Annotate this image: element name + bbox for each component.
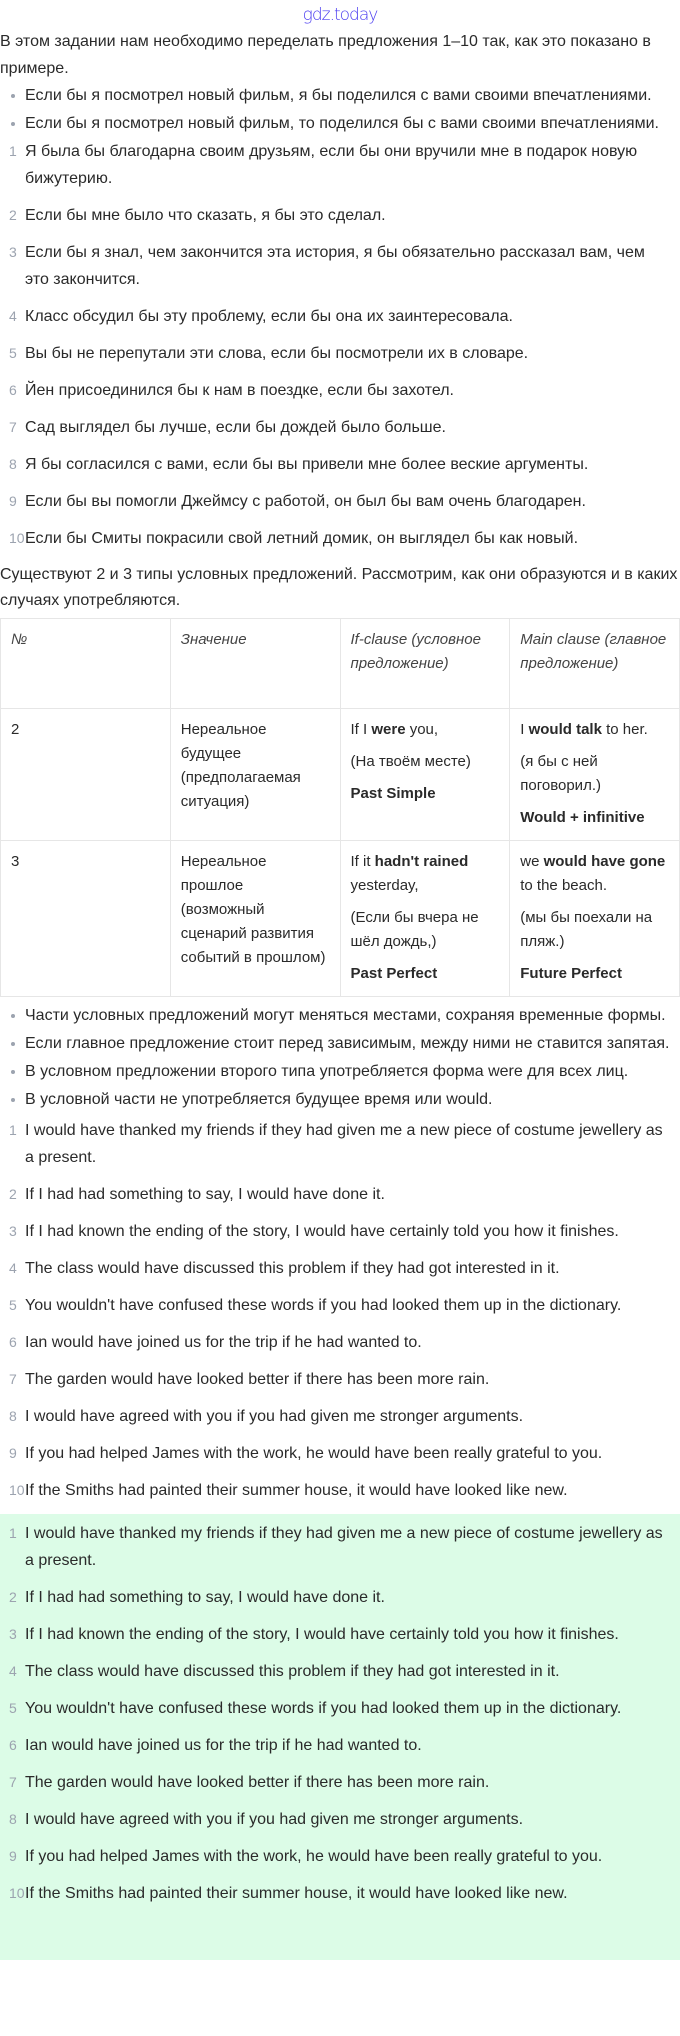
item-number: 4	[9, 308, 17, 324]
notes-list	[0, 1005, 680, 1111]
tense: Past Simple	[350, 785, 436, 802]
item-number: 2	[9, 1589, 17, 1605]
item-number: 6	[9, 382, 17, 398]
list-item	[0, 138, 680, 192]
item-text: If I had had something to say, I would have done it.	[25, 1589, 385, 1606]
item-number: 4	[9, 1260, 17, 1276]
item-number: 1	[9, 143, 17, 159]
translation: (мы бы поехали на пляж.)	[520, 909, 653, 950]
list-item	[0, 1732, 680, 1759]
list-item	[0, 202, 680, 229]
item-text: If the Smiths had painted their summer house, it would have looked like new.	[25, 1482, 568, 1499]
list-item	[0, 1695, 680, 1722]
cell-meaning: Нереальное будущее (предполагаемая ситуация)	[170, 709, 340, 841]
bullet-icon	[11, 94, 15, 98]
list-item	[0, 1621, 680, 1648]
cell-meaning: Нереальное прошлое (возможный сценарий развития событий в прошлом)	[170, 841, 340, 997]
item-text: If I had known the ending of the story, I would have certainly told you how it finishes.	[25, 1223, 619, 1240]
header-main-clause: Main clause (главное предложение)	[510, 619, 680, 709]
item-number: 3	[9, 1223, 17, 1239]
header-meaning: Значение	[170, 619, 340, 709]
list-item	[0, 488, 680, 515]
item-text: I would have agreed with you if you had given me stronger arguments.	[25, 1408, 524, 1425]
item-number: 4	[9, 1663, 17, 1679]
tense: Past Perfect	[350, 965, 438, 982]
translation: (На твоём месте)	[350, 753, 471, 770]
list-item	[0, 1255, 680, 1282]
text: to her.	[601, 721, 648, 738]
list-item	[0, 1806, 680, 1833]
list-item	[0, 1658, 680, 1685]
item-number: 3	[9, 244, 17, 260]
item-number: 2	[9, 1186, 17, 1202]
item-text: If I had known the ending of the story, I would have certainly told you how it finishes.	[25, 1626, 619, 1643]
text-bold: were	[371, 721, 406, 738]
item-number: 6	[9, 1737, 17, 1753]
en-sentence-list	[0, 1117, 680, 1504]
text: I	[520, 721, 529, 738]
example-list	[0, 82, 680, 138]
item-text: Если бы Смиты покрасили свой летний домик, он выглядел бы как новый.	[25, 530, 579, 547]
translation: (я бы с ней поговорил.)	[520, 753, 601, 794]
list-item	[0, 1843, 680, 1870]
item-number: 9	[9, 493, 17, 509]
list-item	[0, 239, 680, 293]
text: we	[520, 853, 544, 870]
item-text: If you had helped James with the work, he would have been really grateful to you.	[25, 1445, 603, 1462]
item-number: 7	[9, 1371, 17, 1387]
item-text: Части условных предложений могут меняться местами, сохраняя временные формы.	[25, 1007, 666, 1024]
bullet-icon	[11, 122, 15, 126]
table-row	[1, 709, 680, 841]
list-item	[0, 1292, 680, 1319]
list-item	[0, 525, 680, 552]
item-text: Если бы я посмотрел новый фильм, то поделился бы с вами своими впечатлениями.	[25, 115, 659, 132]
item-text: Если главное предложение стоит перед зависимым, между ними не ставится запятая.	[25, 1035, 670, 1052]
item-number: 1	[9, 1525, 17, 1541]
item-text: Йен присоединился бы к нам в поездке, если бы захотел.	[25, 382, 454, 399]
item-number: 3	[9, 1626, 17, 1642]
item-text: В условном предложении второго типа употребляется форма were для всех лиц.	[25, 1063, 629, 1080]
table-row	[1, 841, 680, 997]
list-item	[0, 1329, 680, 1356]
list-item	[0, 377, 680, 404]
item-number: 9	[9, 1848, 17, 1864]
list-item	[0, 1584, 680, 1611]
text: If I	[350, 721, 372, 738]
cell-main-clause	[510, 841, 680, 997]
list-item	[0, 303, 680, 330]
item-text: If you had helped James with the work, he would have been really grateful to you.	[25, 1848, 603, 1865]
header-if-clause: If-clause (условное предложение)	[340, 619, 510, 709]
item-text: You wouldn't have confused these words if you had looked them up in the dictionary.	[25, 1297, 622, 1314]
item-text: If I had had something to say, I would have done it.	[25, 1186, 385, 1203]
item-number: 10	[9, 1482, 25, 1498]
bullet-icon	[11, 1042, 15, 1046]
text-bold: hadn't rained	[374, 853, 469, 870]
list-item	[0, 451, 680, 478]
text: yesterday,	[350, 877, 419, 894]
list-item	[0, 414, 680, 441]
list-item	[0, 1061, 680, 1083]
item-text: Я бы согласился с вами, если бы вы привели мне более веские аргументы.	[25, 456, 589, 473]
list-item	[0, 1769, 680, 1796]
item-text: You wouldn't have confused these words if you had looked them up in the dictionary.	[25, 1700, 622, 1717]
text: to the beach.	[520, 877, 607, 894]
item-number: 10	[9, 530, 25, 546]
list-item	[0, 1520, 680, 1574]
list-item	[0, 1880, 680, 1907]
list-item	[0, 82, 680, 110]
item-text: Если бы мне было что сказать, я бы это сделал.	[25, 207, 386, 224]
list-item	[0, 1218, 680, 1245]
item-number: 1	[9, 1122, 17, 1138]
list-item	[0, 1403, 680, 1430]
item-number: 5	[9, 1700, 17, 1716]
header-number: №	[1, 619, 171, 709]
watermark-logo: gdz.today	[302, 5, 378, 25]
item-text: Класс обсудил бы эту проблему, если бы она их заинтересовала.	[25, 308, 513, 325]
item-text: The garden would have looked better if there has been more rain.	[25, 1371, 490, 1388]
item-text: The garden would have looked better if there has been more rain.	[25, 1774, 490, 1791]
cell-main-clause	[510, 709, 680, 841]
list-item	[0, 1033, 680, 1055]
bullet-icon	[11, 1070, 15, 1074]
item-text: I would have thanked my friends if they had given me a new piece of costume jewellery as a present.	[25, 1525, 663, 1569]
list-item	[0, 1440, 680, 1467]
cell-if-clause	[340, 841, 510, 997]
item-text: Ian would have joined us for the trip if he had wanted to.	[25, 1737, 422, 1754]
item-number: 5	[9, 345, 17, 361]
item-text: Если бы вы помогли Джеймсу с работой, он был бы вам очень благодарен.	[25, 493, 586, 510]
item-text: I would have agreed with you if you had given me stronger arguments.	[25, 1811, 524, 1828]
cell-number: 3	[1, 841, 171, 997]
bullet-icon	[11, 1098, 15, 1102]
item-number: 5	[9, 1297, 17, 1313]
item-number: 8	[9, 1811, 17, 1827]
item-text: The class would have discussed this problem if they had got interested in it.	[25, 1260, 560, 1277]
item-text: Вы бы не перепутали эти слова, если бы посмотрели их в словаре.	[25, 345, 529, 362]
text: you,	[405, 721, 439, 738]
text-bold: would talk	[528, 721, 602, 738]
item-number: 8	[9, 456, 17, 472]
list-item	[0, 1366, 680, 1393]
cell-if-clause	[340, 709, 510, 841]
item-text: The class would have discussed this problem if they had got interested in it.	[25, 1663, 560, 1680]
translation: (Если бы вчера не шёл дождь,)	[350, 909, 479, 950]
item-text: Если бы я знал, чем закончится эта история, я бы обязательно рассказал вам, чем это закончится.	[25, 244, 645, 288]
conditionals-table	[0, 618, 680, 997]
item-text: Я была бы благодарна своим друзьям, если бы они вручили мне в подарок новую бижутерию.	[25, 143, 638, 187]
item-number: 7	[9, 1774, 17, 1790]
item-number: 2	[9, 207, 17, 223]
item-text: Ian would have joined us for the trip if he had wanted to.	[25, 1334, 422, 1351]
list-item	[0, 1005, 680, 1027]
list-item	[0, 1477, 680, 1504]
item-number: 9	[9, 1445, 17, 1461]
tense: Future Perfect	[520, 965, 622, 982]
item-text: I would have thanked my friends if they had given me a new piece of costume jewellery as a present.	[25, 1122, 663, 1166]
ru-sentence-list	[0, 138, 680, 552]
item-number: 7	[9, 419, 17, 435]
list-item	[0, 340, 680, 367]
tense: Would + infinitive	[520, 809, 645, 826]
text: If it	[350, 853, 375, 870]
list-item	[0, 1117, 680, 1171]
item-number: 6	[9, 1334, 17, 1350]
item-text: Если бы я посмотрел новый фильм, я бы поделился с вами своими впечатлениями.	[25, 87, 652, 104]
intro-text: В этом задании нам необходимо переделать предложения 1–10 так, как это показано в примере.	[0, 33, 651, 77]
list-item	[0, 1181, 680, 1208]
text-bold: would have gone	[543, 853, 666, 870]
item-text: В условной части не употребляется будущее время или would.	[25, 1091, 493, 1108]
cell-number: 2	[1, 709, 171, 841]
conditionals-intro: Существуют 2 и 3 типы условных предложений. Рассмотрим, как они образуются и в каких случаях употребляются.	[0, 566, 678, 609]
list-item	[0, 1089, 680, 1111]
item-number: 8	[9, 1408, 17, 1424]
item-number: 10	[9, 1885, 25, 1901]
item-text: If the Smiths had painted their summer house, it would have looked like new.	[25, 1885, 568, 1902]
answer-sentence-list	[0, 1520, 680, 1907]
bullet-icon	[11, 1014, 15, 1018]
table-header-row	[1, 619, 680, 709]
item-text: Сад выглядел бы лучше, если бы дождей было больше.	[25, 419, 446, 436]
list-item	[0, 110, 680, 138]
answer-box	[0, 1514, 680, 1960]
